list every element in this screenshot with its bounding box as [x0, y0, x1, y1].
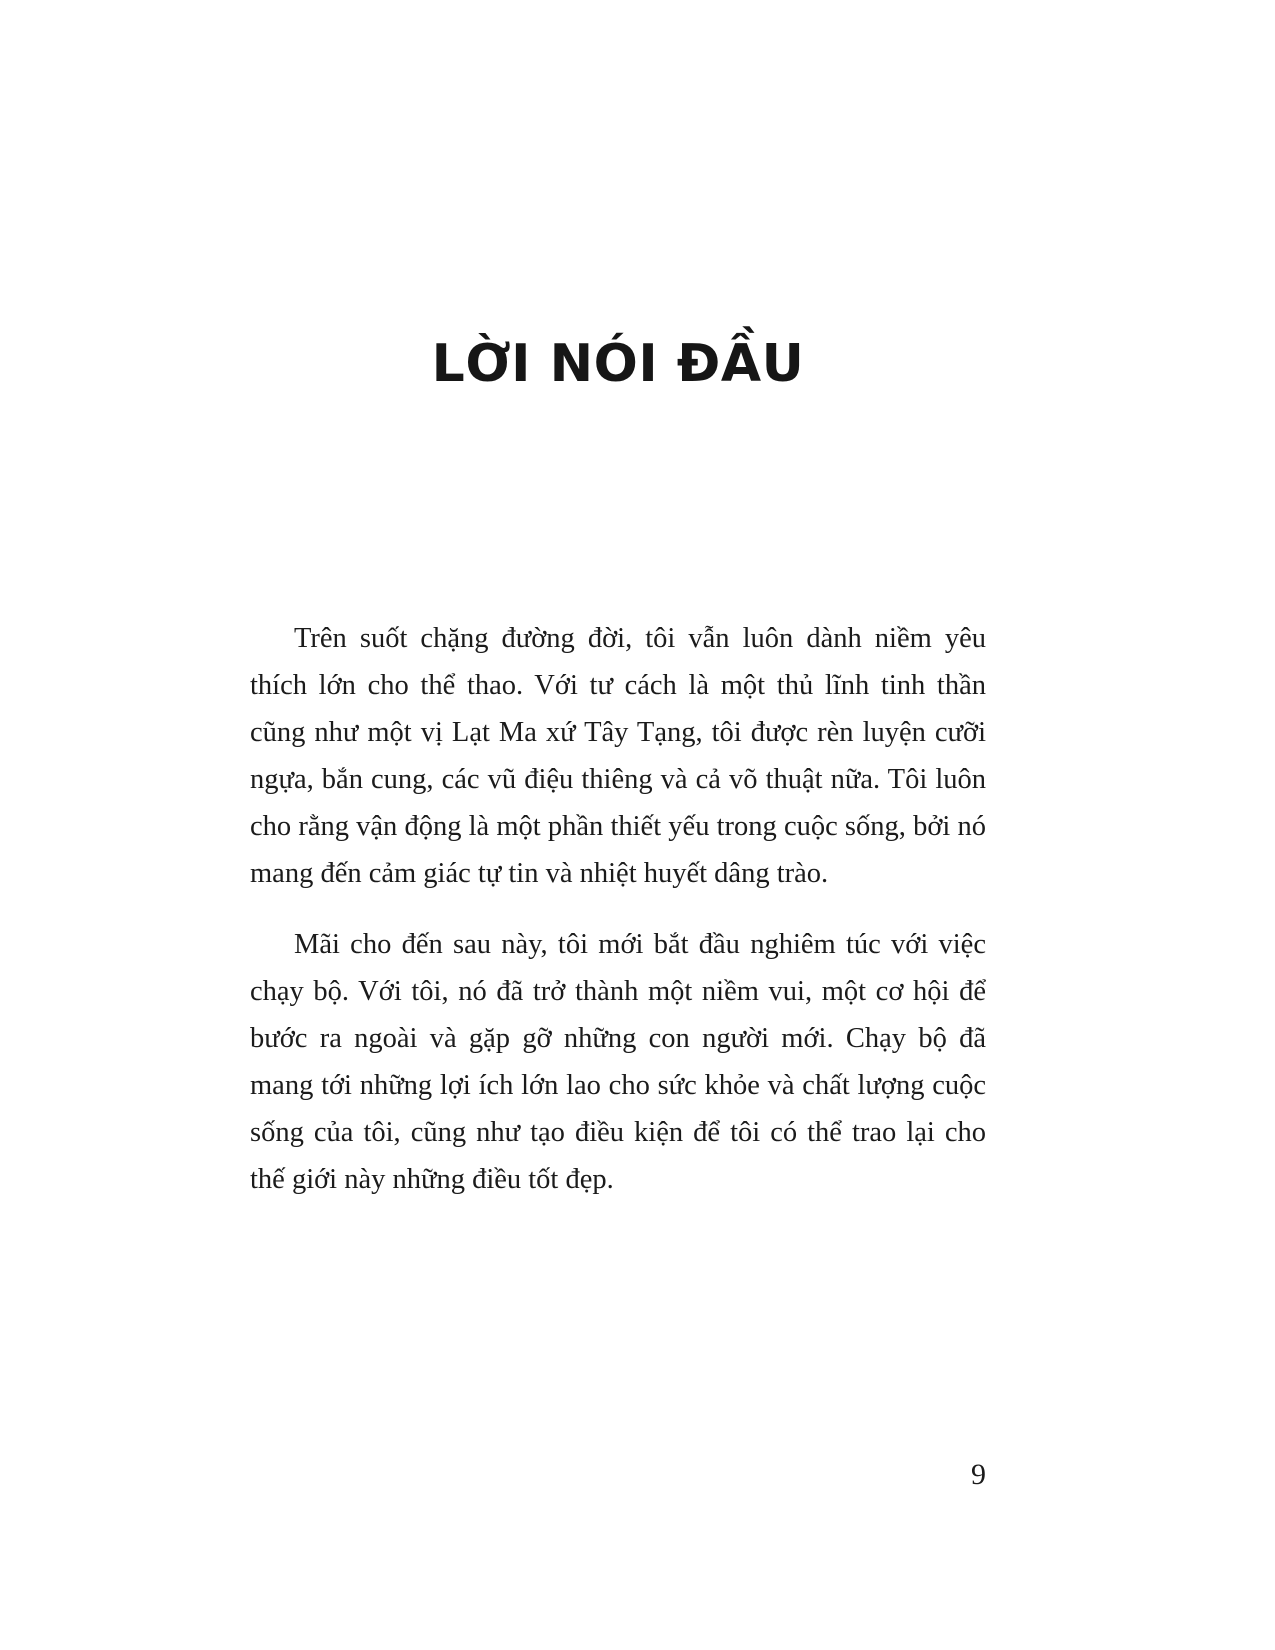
chapter-title: LỜI NÓI ĐẦU — [431, 334, 805, 394]
paragraph-1: Trên suốt chặng đường đời, tôi vẫn luôn dành niềm yêu thích lớn cho thể thao. Với tư cách là một thủ lĩnh tinh thần cũng như một vị Lạt Ma xứ Tây Tạng, tôi được rèn luyện cưỡi ngựa, bắn cung, các vũ điệu thiêng và cả võ thuật nữa. Tôi luôn cho rằng vận động là một phần thiết yếu trong cuộc sống, bởi nó mang đến cảm giác tự tin và nhiệt huyết dâng trào. — [250, 623, 986, 890]
page-number: 9 — [971, 1458, 986, 1491]
body-text — [250, 615, 986, 1203]
content-column — [250, 0, 986, 1650]
paragraph-2: Mãi cho đến sau này, tôi mới bắt đầu nghiêm túc với việc chạy bộ. Với tôi, nó đã trở thành một niềm vui, một cơ hội để bước ra ngoài và gặp gỡ những con người mới. Chạy bộ đã mang tới những lợi ích lớn lao cho sức khỏe và chất lượng cuộc sống của tôi, cũng như tạo điều kiện để tôi có thể trao lại cho thế giới này những điều tốt đẹp. — [250, 929, 986, 1196]
